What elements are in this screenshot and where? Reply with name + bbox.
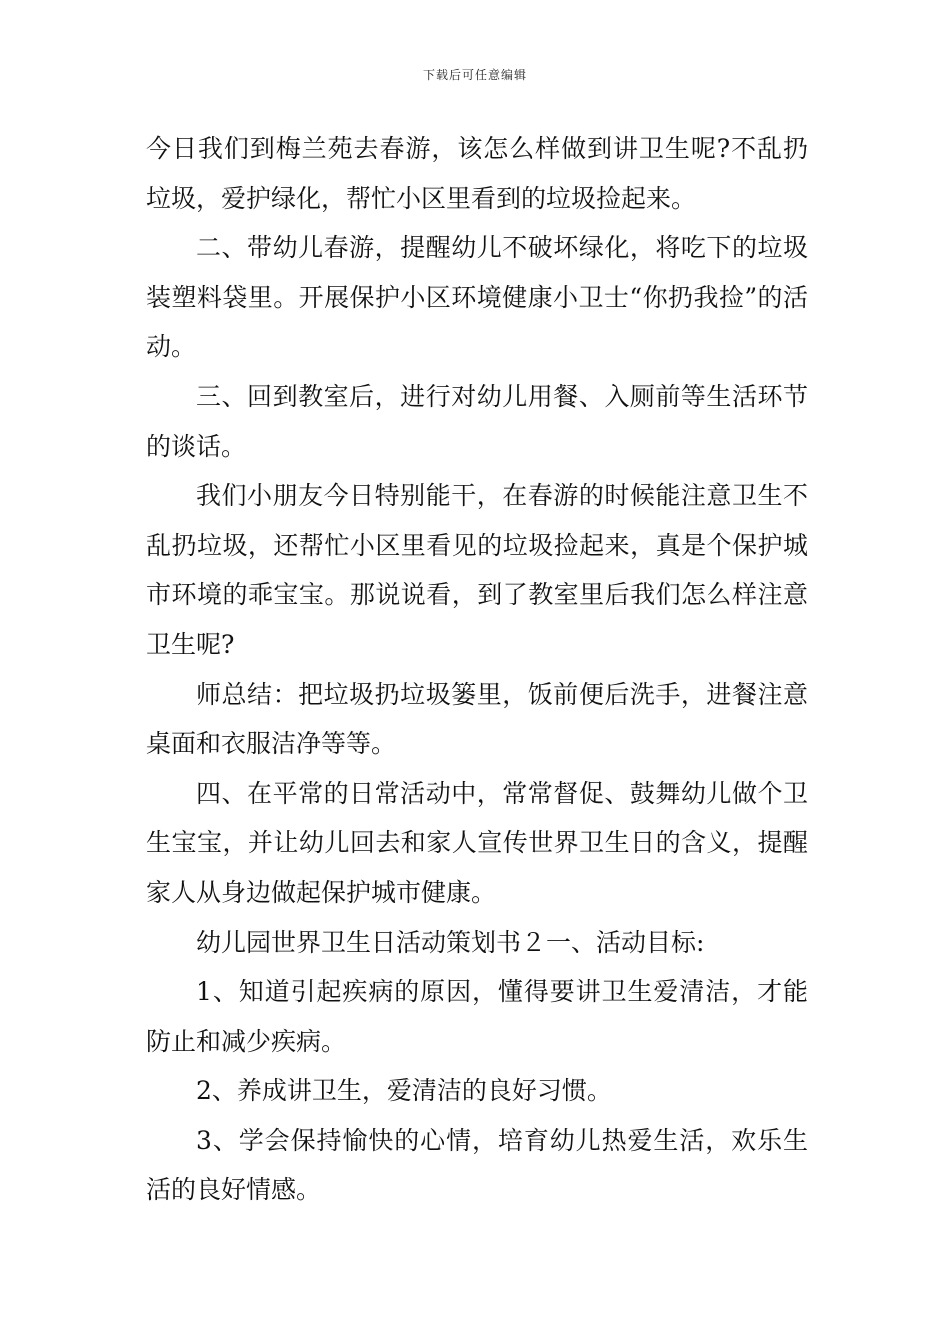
paragraph-7: 幼儿园世界卫生日活动策划书２一、活动目标:	[196, 927, 705, 957]
paragraph-5: 师总结：把垃圾扔垃圾篓里，饭前便后洗手，进餐注意桌面和衣服洁净等等。	[146, 679, 808, 759]
page-header: 下载后可任意编辑	[422, 68, 527, 82]
paragraph-8: 1、知道引起疾病的原因，懂得要讲卫生爱清洁，才能防止和减少疾病。	[146, 977, 808, 1056]
document-body	[146, 124, 808, 1215]
paragraph-6: 四、在平常的日常活动中，常常督促、鼓舞幼儿做个卫生宝宝，并让幼儿回去和家人宣传世界卫生日的含义，提醒家人从身边做起保护城市健康。	[146, 778, 808, 907]
paragraph-9: 2、养成讲卫生，爱清洁的良好习惯。	[196, 1076, 612, 1106]
paragraph-4: 我们小朋友今日特别能干，在春游的时候能注意卫生不乱扔垃圾，还帮忙小区里看见的垃圾捡起来，真是个保护城市环境的乖宝宝。那说说看，到了教室里后我们怎么样注意卫生呢?	[146, 481, 808, 659]
paragraph-10: 3、学会保持愉快的心情，培育幼儿热爱生活，欢乐生活的良好情感。	[146, 1125, 808, 1205]
paragraph-1: 今日我们到梅兰苑去春游，该怎么样做到讲卫生呢?不乱扔垃圾，爱护绿化，帮忙小区里看到的垃圾捡起来。	[146, 134, 808, 213]
paragraph-2: 二、带幼儿春游，提醒幼儿不破坏绿化，将吃下的垃圾装塑料袋里。开展保护小区环境健康小卫士“你扔我捡”的活动。	[146, 233, 808, 362]
paragraph-3: 三、回到教室后，进行对幼儿用餐、入厕前等生活环节的谈话。	[146, 381, 808, 461]
